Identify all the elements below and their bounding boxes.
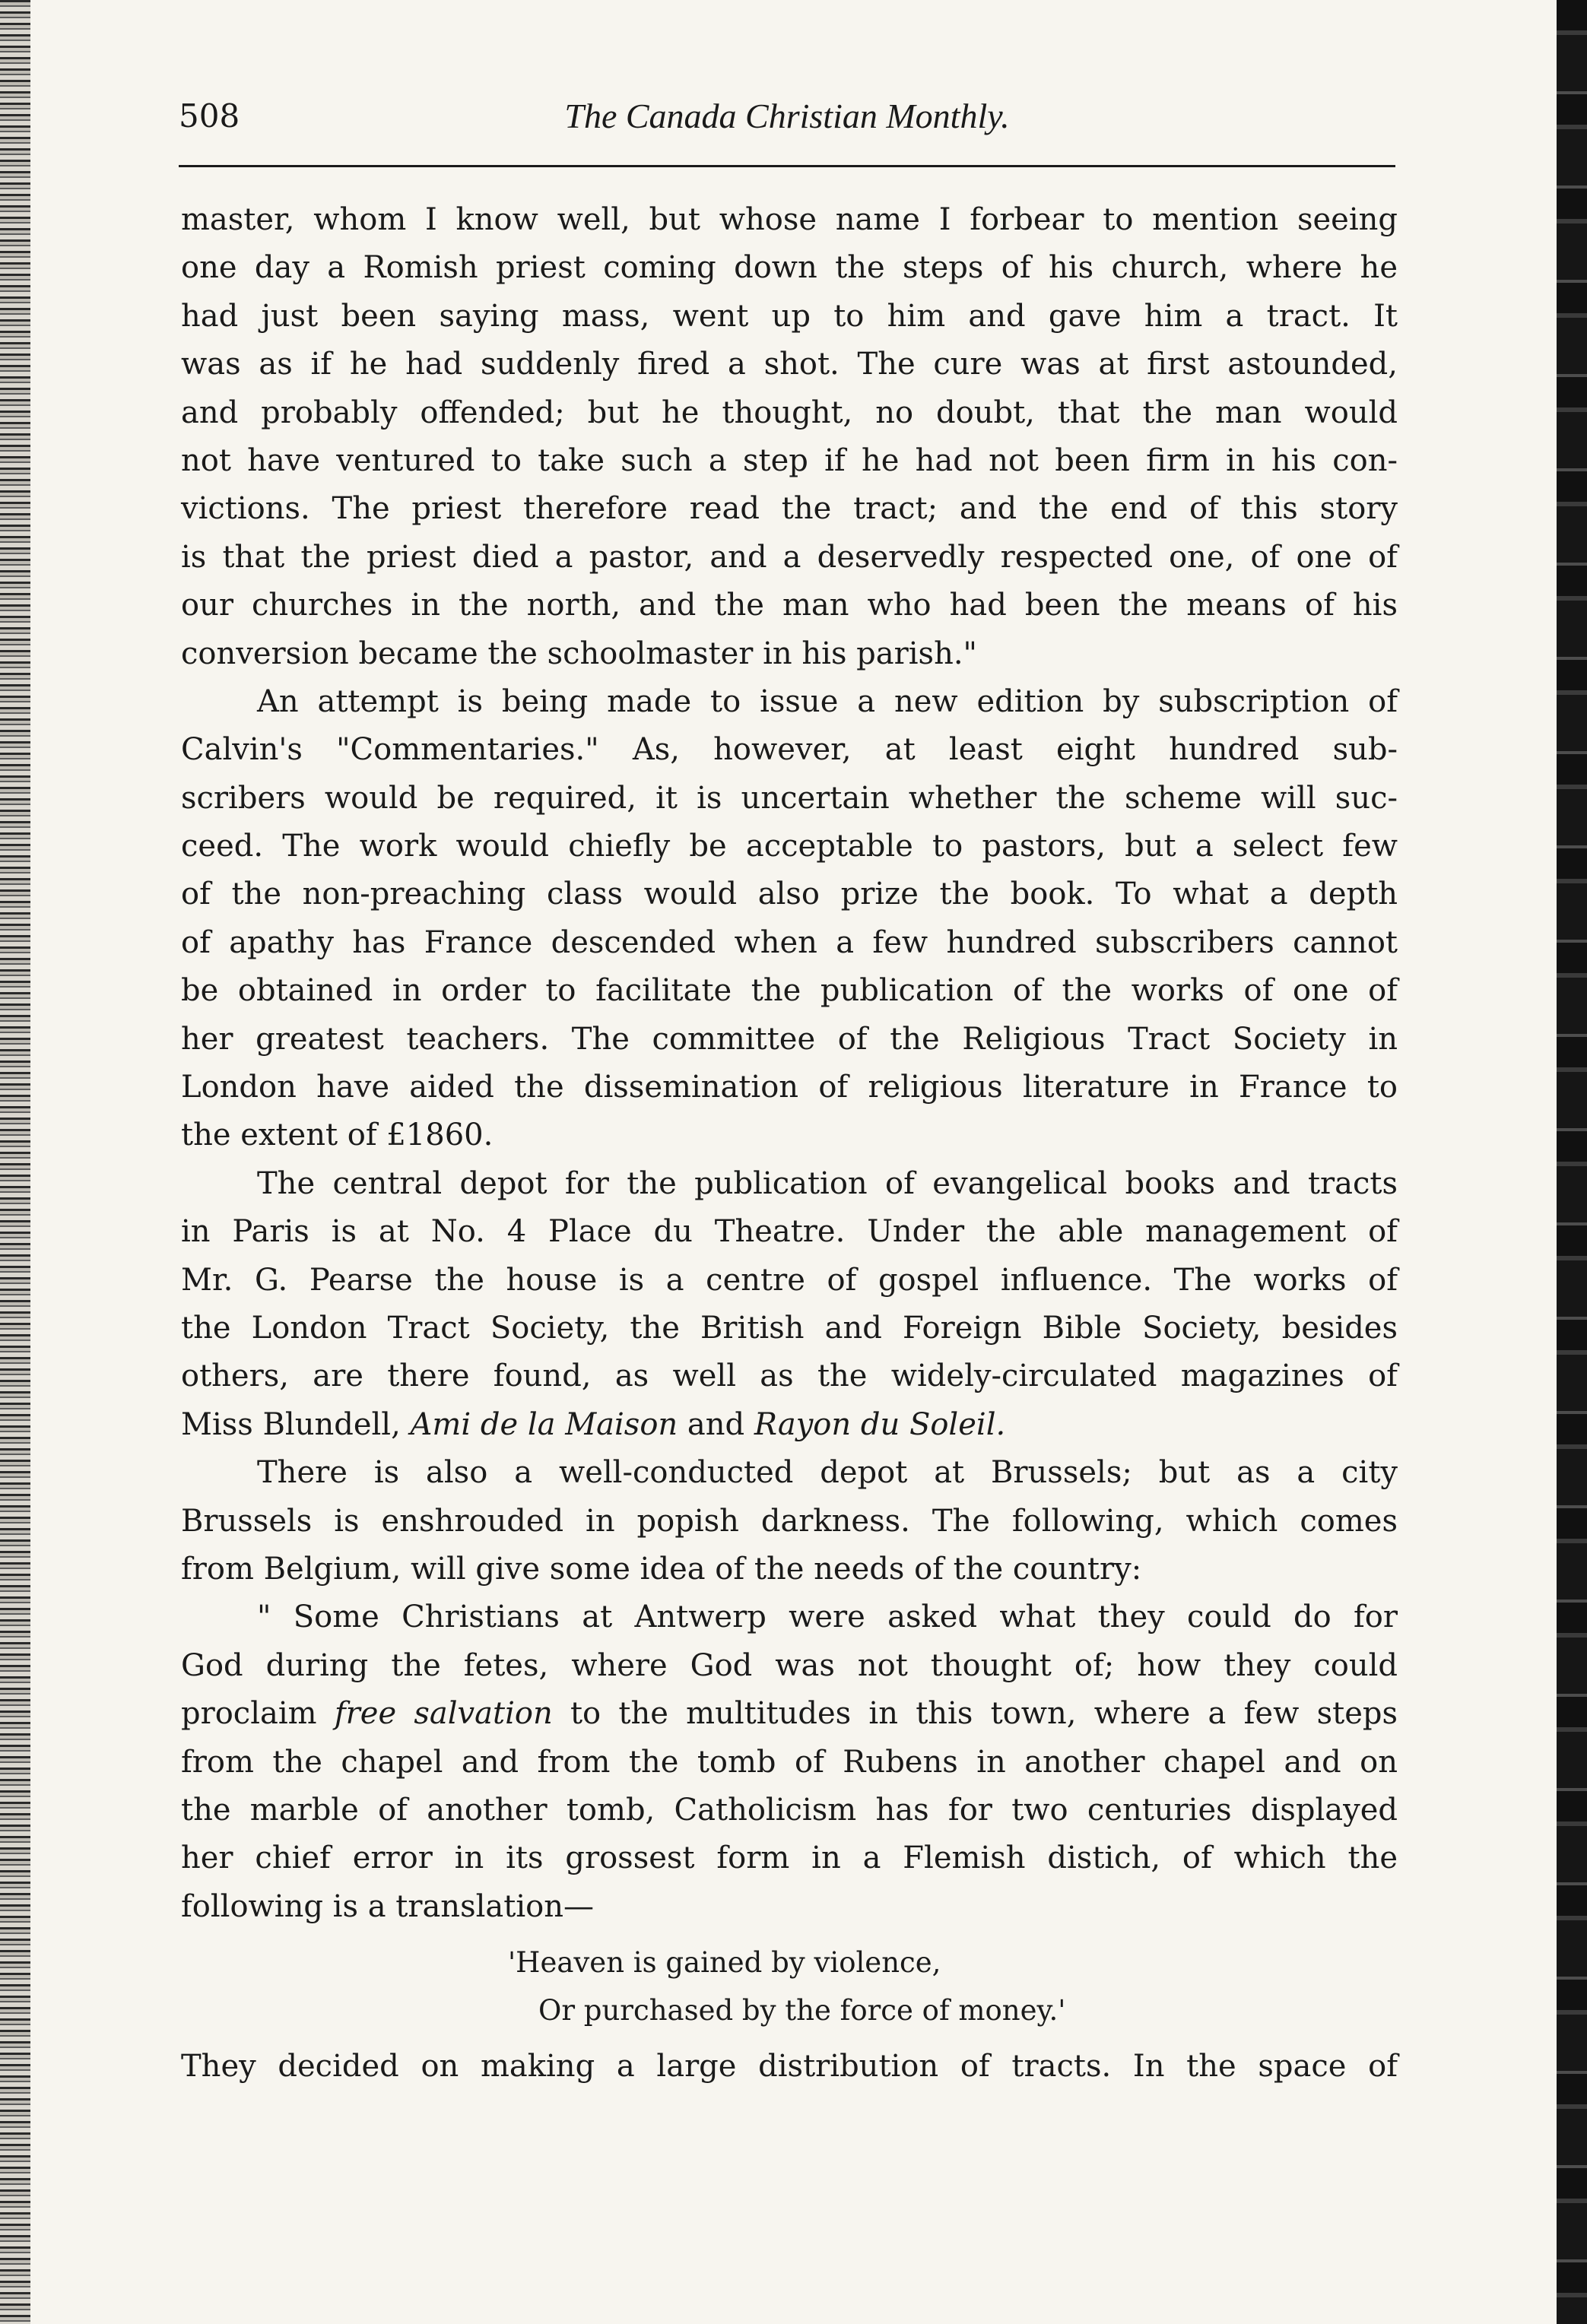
text-line [181, 1498, 1398, 1546]
text-line [181, 1787, 1398, 1834]
text-segment: our churches in the north, and the man who had been the means of his [181, 588, 1398, 623]
text-segment: 'Heaven is gained by violence, [508, 1946, 941, 1980]
text-segment: London have aided the dissemination of religious literature in France to [181, 1070, 1398, 1105]
text-segment: and probably offended; but he thought, no doubt, that the man would [181, 395, 1398, 430]
page-header [179, 90, 1395, 143]
text-line [181, 630, 1398, 678]
text-line [181, 1160, 1398, 1208]
text-line [181, 1939, 1398, 1986]
text-segment: others, are there found, as well as the widely-circulated magazines of [181, 1359, 1398, 1394]
text-line [181, 1690, 1398, 1738]
text-segment: had just been saying mass, went up to him and gave him a tract. It [181, 298, 1398, 334]
text-segment: and [678, 1406, 754, 1442]
scan-left-edge [0, 0, 30, 2324]
text-line [181, 1111, 1398, 1159]
text-segment: The central depot for the publication of evangelical books and tracts [257, 1165, 1398, 1201]
italic-title: free salvation [334, 1696, 553, 1732]
text-segment: Mr. G. Pearse the house is a centre of gospel influence. The works of [181, 1262, 1398, 1298]
text-segment: of the non-preaching class would also prize the book. To what a depth [181, 877, 1398, 912]
text-line [181, 1739, 1398, 1787]
text-line [181, 1064, 1398, 1111]
text-line [181, 437, 1398, 485]
text-segment: They decided on making a large distribution of tracts. In the space of [181, 2048, 1398, 2084]
text-line [181, 823, 1398, 870]
text-segment: Brussels is enshrouded in popish darkness. The following, which comes [181, 1503, 1398, 1539]
text-segment: be obtained in order to facilitate the publication of the works of one of [181, 973, 1398, 1009]
text-segment: There is also a well-conducted depot at Brussels; but as a city [257, 1455, 1398, 1491]
text-line [181, 1352, 1398, 1400]
text-line [181, 1257, 1398, 1305]
text-segment: is that the priest died a pastor, and a deservedly respected one, of one of [181, 539, 1398, 575]
italic-title: Ami de la Maison [410, 1406, 678, 1442]
text-segment: Miss Blundell, [181, 1406, 401, 1442]
text-line [181, 293, 1398, 341]
text-segment: of apathy has France descended when a few hundred subscribers cannot [181, 924, 1398, 960]
text-segment: proclaim [181, 1696, 317, 1732]
text-line [181, 1401, 1398, 1449]
text-segment: from the chapel and from the tomb of Rubens in another chapel and on [181, 1744, 1398, 1780]
text-line [181, 1449, 1398, 1497]
header-rule [179, 165, 1395, 167]
text-line [181, 244, 1398, 292]
text-line [181, 870, 1398, 918]
text-line [181, 341, 1398, 388]
text-line [181, 485, 1398, 533]
text-segment: from Belgium, will give some idea of the needs of the country: [181, 1551, 1142, 1587]
text-segment: one day a Romish priest coming down the steps of his church, where he [181, 250, 1398, 286]
text-line [181, 1834, 1398, 1882]
text-line [181, 1208, 1398, 1256]
text-segment: the London Tract Society, the British and Foreign Bible Society, besides [181, 1310, 1398, 1346]
text-segment: Or purchased by the force of money.' [538, 1994, 1066, 2028]
text-segment: victions. The priest therefore read the tract; and the end of this story [181, 491, 1398, 527]
text-segment: her chief error in its grossest form in a Flemish distich, of which the [181, 1840, 1398, 1876]
text-segment: master, whom I know well, but whose name I forbear to mention seeing [181, 202, 1398, 237]
text-line [181, 726, 1398, 774]
text-segment: following is a translation— [181, 1888, 594, 1924]
italic-title: Rayon du Soleil. [754, 1406, 1006, 1442]
text-line [181, 775, 1398, 823]
body-text [181, 196, 1398, 2091]
text-line [181, 196, 1398, 244]
text-line [181, 1593, 1398, 1641]
text-line [181, 1883, 1398, 1931]
text-line [181, 582, 1398, 629]
text-line [181, 1986, 1398, 2034]
text-segment: was as if he had suddenly fired a shot. The cure was at first astounded, [181, 347, 1398, 382]
text-line [181, 919, 1398, 967]
text-segment: in Paris is at No. 4 Place du Theatre. Under the able management of [181, 1214, 1398, 1250]
text-segment: " Some Christians at Antwerp were asked what they could do for [257, 1600, 1398, 1635]
text-segment: the extent of £1860. [181, 1118, 494, 1153]
text-segment: her greatest teachers. The committee of the Religious Tract Society in [181, 1021, 1398, 1057]
text-segment: Calvin's "Commentaries." As, however, at least eight hundred sub- [181, 732, 1398, 768]
text-line [181, 678, 1398, 726]
text-line [181, 1305, 1398, 1352]
page-number: 508 [179, 97, 240, 135]
text-segment: the marble of another tomb, Catholicism has for two centuries displayed [181, 1792, 1398, 1828]
text-line [181, 967, 1398, 1015]
text-segment: ceed. The work would chiefly be acceptable to pastors, but a select few [181, 829, 1398, 864]
text-segment: to the multitudes in this town, where a few steps [552, 1696, 1398, 1732]
text-segment: not have ventured to take such a step if he had not been firm in his con- [181, 442, 1398, 478]
text-line [181, 2043, 1398, 2091]
text-segment: conversion became the schoolmaster in his parish." [181, 636, 977, 671]
text-line [181, 389, 1398, 437]
text-segment: An attempt is being made to issue a new edition by subscription of [257, 683, 1398, 719]
running-title: The Canada Christian Monthly. [564, 97, 1010, 135]
text-segment: God during the fetes, where God was not thought of; how they could [181, 1647, 1398, 1683]
text-line [181, 1642, 1398, 1690]
text-line [181, 1016, 1398, 1064]
text-line [181, 1546, 1398, 1593]
text-segment: scribers would be required, it is uncertain whether the scheme will suc- [181, 780, 1398, 816]
scan-right-edge [1557, 0, 1587, 2324]
text-line [181, 534, 1398, 582]
